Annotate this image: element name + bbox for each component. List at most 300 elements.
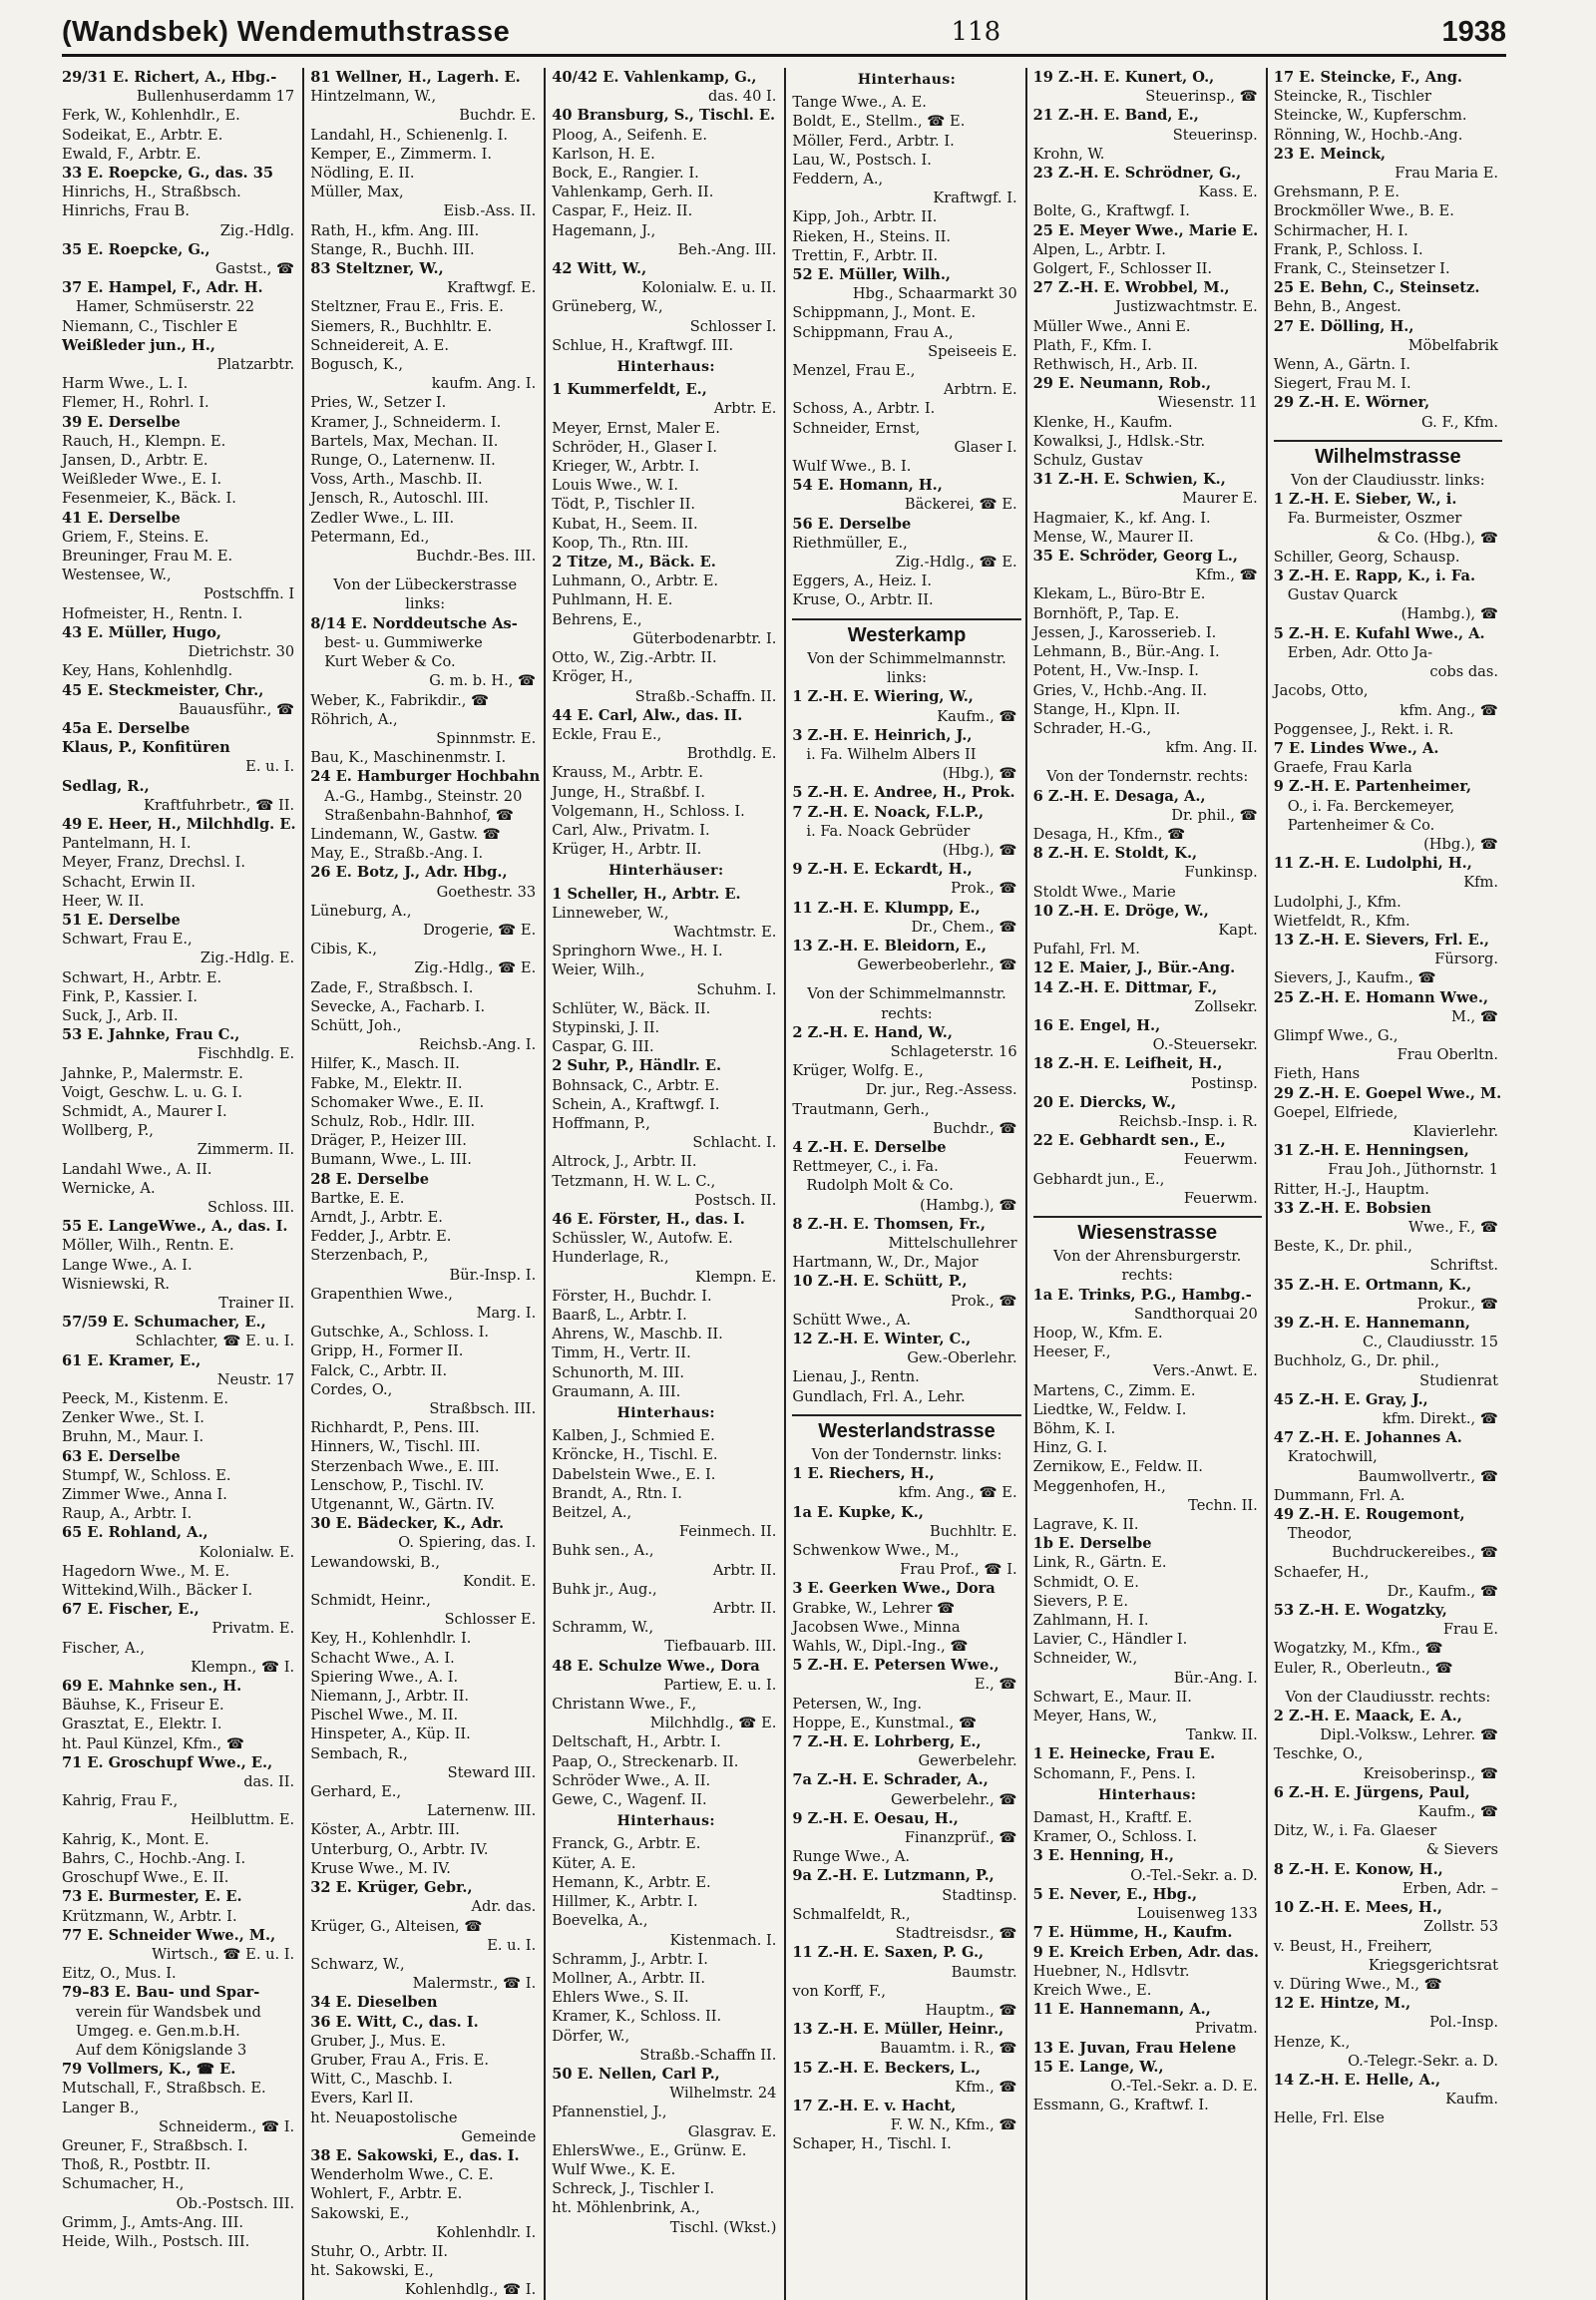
house-entry: 9 Z.-H. E. Partenheimer, bbox=[1273, 778, 1472, 796]
house-entry: 39 Z.-H. E. Hannemann, bbox=[1273, 1315, 1470, 1332]
resident-entry: Funkinsp. bbox=[1184, 864, 1258, 882]
house-entry: 52 E. Müller, Wilh., bbox=[792, 266, 951, 284]
house-entry: 69 E. Mahnke sen., H. bbox=[62, 1678, 242, 1696]
resident-entry: Utgenannt, W., Gärtn. IV. bbox=[310, 1496, 496, 1514]
resident-entry: Prok., ☎ bbox=[951, 1292, 1017, 1310]
resident-entry: Gewe, C., Wagenf. II. bbox=[552, 1791, 707, 1809]
house-entry: 79 Vollmers, K., ☎ E. bbox=[62, 2061, 236, 2079]
resident-entry: Bauamtm. i. R., ☎ bbox=[880, 2040, 1017, 2058]
resident-entry: Weier, Wilh., bbox=[552, 961, 645, 979]
resident-entry: Kraftwgf. I. bbox=[933, 190, 1017, 207]
spacer bbox=[1274, 1678, 1502, 1688]
resident-entry: Wahls, W., Dipl.-Ing., ☎ bbox=[792, 1638, 969, 1656]
resident-entry: Krieger, W., Arbtr. I. bbox=[552, 458, 700, 476]
section-subheading: Von der Schimmelmannstr. bbox=[807, 985, 1006, 1003]
house-entry: 46 E. Förster, H., das. I. bbox=[552, 1210, 745, 1228]
resident-entry: Cibis, K., bbox=[310, 941, 377, 958]
resident-entry: Kröncke, H., Tischl. E. bbox=[552, 1446, 718, 1464]
resident-entry: Mittelschullehrer bbox=[888, 1234, 1017, 1252]
spacer bbox=[1033, 757, 1262, 767]
resident-entry: O.-Tel.-Sekr. a. D. E. bbox=[1110, 2077, 1258, 2095]
resident-entry: Laternenw. III. bbox=[426, 1802, 537, 1820]
resident-entry: Kahrig, Frau F., bbox=[62, 1792, 179, 1810]
resident-entry: Wulf Wwe., K. E. bbox=[552, 2160, 676, 2178]
resident-entry: Schrader, H.-G., bbox=[1032, 719, 1152, 737]
house-entry: 71 E. Groschupf Wwe., E., bbox=[62, 1753, 273, 1771]
resident-entry: Kemper, E., Zimmerm. I. bbox=[310, 145, 492, 163]
resident-entry: kfm. Direkt., ☎ bbox=[1382, 1410, 1498, 1428]
resident-entry: Kfm., ☎ bbox=[955, 2078, 1017, 2096]
resident-entry: Kolonialw. E. u. II. bbox=[641, 279, 777, 297]
resident-entry: Sandthorquai 20 bbox=[1134, 1305, 1258, 1323]
house-entry: 25 E. Behn, C., Steinsetz. bbox=[1273, 279, 1480, 297]
house-entry: 53 Z.-H. E. Wogatzky, bbox=[1273, 1602, 1447, 1620]
resident-entry: Kruse, O., Arbtr. II. bbox=[792, 591, 934, 609]
resident-entry: Louisenweg 133 bbox=[1136, 1905, 1258, 1923]
house-entry: 7a Z.-H. E. Schrader, A., bbox=[792, 1771, 989, 1789]
house-entry: 35 E. Schröder, Georg L., bbox=[1032, 548, 1238, 566]
resident-entry: G. m. b. H., ☎ bbox=[429, 672, 537, 690]
resident-entry: Stadtinsp. bbox=[942, 1886, 1017, 1904]
year: 1938 bbox=[1441, 15, 1506, 48]
resident-entry: Kurt Weber & Co. bbox=[324, 653, 456, 671]
house-entry: 32 E. Krüger, Gebr., bbox=[310, 1879, 473, 1897]
resident-entry: Grabke, W., Lehrer ☎ bbox=[792, 1599, 956, 1617]
resident-entry: Jansen, D., Arbtr. E. bbox=[62, 452, 208, 470]
resident-entry: Heeser, F., bbox=[1032, 1343, 1111, 1361]
house-entry: 45 Z.-H. E. Gray, J., bbox=[1273, 1390, 1428, 1408]
resident-entry: Falck, C., Arbtr. II. bbox=[310, 1361, 448, 1379]
resident-entry: Stumpf, W., Schloss. E. bbox=[62, 1466, 231, 1484]
building-subheading: Hinterhaus: bbox=[1098, 1786, 1197, 1803]
resident-entry: Paap, O., Streckenarb. II. bbox=[552, 1752, 739, 1770]
resident-entry: Tetzmann, H. W. L. C., bbox=[552, 1172, 716, 1190]
house-entry: 1b E. Derselbe bbox=[1032, 1535, 1152, 1553]
street-heading: Westerlandstrasse bbox=[792, 1414, 1020, 1441]
resident-entry: Kaufm., ☎ bbox=[1417, 1803, 1498, 1821]
resident-entry: Lange Wwe., A. I. bbox=[62, 1256, 193, 1274]
resident-entry: Wilhelmstr. 24 bbox=[669, 2085, 777, 2103]
house-entry: 35 Z.-H. E. Ortmann, K., bbox=[1273, 1276, 1472, 1294]
house-entry: 10 Z.-H. E. Dröge, W., bbox=[1032, 902, 1209, 920]
resident-entry: Behn, B., Angest. bbox=[1273, 298, 1401, 316]
resident-entry: Kapt. bbox=[1218, 921, 1258, 939]
resident-entry: Kass. E. bbox=[1198, 184, 1258, 201]
resident-entry: Weber, K., Fabrikdir., ☎ bbox=[310, 691, 490, 709]
resident-entry: v. Düring Wwe., M., ☎ bbox=[1273, 1975, 1442, 1993]
house-entry: 23 E. Meinck, bbox=[1273, 145, 1387, 163]
resident-entry: Bartke, E. E. bbox=[310, 1189, 405, 1207]
resident-entry: Bür.-Ang. I. bbox=[1173, 1669, 1258, 1687]
resident-entry: Runge Wwe., A. bbox=[792, 1848, 911, 1866]
resident-entry: Schütt Wwe., A. bbox=[792, 1311, 911, 1329]
house-entry: 1 E. Riechers, H., bbox=[792, 1465, 935, 1483]
resident-entry: Hagedorn Wwe., M. E. bbox=[62, 1562, 230, 1580]
resident-entry: Puhlmann, H. E. bbox=[552, 591, 673, 609]
resident-entry: Kreisoberinsp., ☎ bbox=[1363, 1764, 1498, 1782]
resident-entry: Schwarz, W., bbox=[310, 1955, 405, 1973]
resident-entry: Rethwisch, H., Arb. II. bbox=[1032, 356, 1198, 374]
house-entry: 20 E. Diercks, W., bbox=[1032, 1093, 1177, 1111]
house-entry: 16 E. Engel, H., bbox=[1032, 1016, 1161, 1034]
house-entry: 21 Z.-H. E. Band, E., bbox=[1032, 107, 1199, 125]
resident-entry: Karlson, H. E. bbox=[552, 145, 655, 163]
resident-entry: Breuninger, Frau M. E. bbox=[62, 548, 233, 566]
resident-entry: Schippmann, Frau A., bbox=[792, 323, 954, 341]
resident-entry: ht. Paul Künzel, Kfm., ☎ bbox=[62, 1734, 244, 1752]
resident-entry: Kruse Wwe., M. IV. bbox=[310, 1859, 451, 1877]
resident-entry: Bäuhse, K., Friseur E. bbox=[62, 1697, 224, 1715]
resident-entry: Arbtr. II. bbox=[712, 1600, 777, 1618]
resident-entry: Kraftfuhrbetr., ☎ II. bbox=[144, 796, 295, 814]
resident-entry: Wenn, A., Gärtn. I. bbox=[1273, 356, 1411, 374]
resident-entry: Schneider, W., bbox=[1032, 1650, 1138, 1668]
house-entry: 5 Z.-H. E. Kufahl Wwe., A. bbox=[1273, 624, 1485, 642]
resident-entry: Euler, R., Oberleutn., ☎ bbox=[1273, 1659, 1453, 1677]
resident-entry: F. W. N., Kfm., ☎ bbox=[890, 2116, 1017, 2134]
column-5 bbox=[1025, 68, 1266, 2300]
resident-entry: Wollberg, P., bbox=[62, 1122, 154, 1140]
resident-entry: Kipp, Joh., Arbtr. II. bbox=[792, 208, 938, 226]
house-entry: 83 Steltzner, W., bbox=[310, 260, 444, 278]
resident-entry: Bartels, Max, Mechan. II. bbox=[310, 432, 499, 450]
resident-entry: Ludolphi, J., Kfm. bbox=[1273, 893, 1401, 911]
resident-entry: Fink, P., Kassier. I. bbox=[62, 987, 199, 1005]
house-entry: 1 Kummerfeldt, E., bbox=[552, 381, 707, 399]
resident-entry: Grapenthien Wwe., bbox=[310, 1285, 453, 1303]
resident-entry: Spinnmstr. E. bbox=[436, 729, 537, 747]
resident-entry: Vahlenkamp, Gerh. II. bbox=[552, 184, 714, 201]
resident-entry: Dr., Kaufm., ☎ bbox=[1387, 1582, 1498, 1600]
building-subheading: Hinterhaus: bbox=[616, 1405, 715, 1422]
resident-entry: Küter, A. E. bbox=[552, 1854, 636, 1872]
house-entry: 3 Z.-H. E. Rapp, K., i. Fa. bbox=[1273, 568, 1476, 585]
resident-entry: E., ☎ bbox=[974, 1676, 1017, 1694]
house-entry: 45a E. Derselbe bbox=[62, 719, 191, 737]
resident-entry: Spiering Wwe., A. I. bbox=[310, 1668, 459, 1686]
resident-entry: Theodor, bbox=[1287, 1525, 1353, 1543]
resident-entry: Grehsmann, P. E. bbox=[1273, 184, 1400, 201]
column-6 bbox=[1266, 68, 1506, 2300]
resident-entry: Eckle, Frau E., bbox=[552, 725, 662, 743]
resident-entry: Fischhdlg. E. bbox=[198, 1045, 295, 1063]
resident-entry: Huebner, N., Hdlsvtr. bbox=[1032, 1962, 1190, 1980]
resident-entry: Riethmüller, E., bbox=[792, 534, 908, 552]
resident-entry: Schneider, Ernst, bbox=[792, 419, 921, 437]
resident-entry: E. u. I. bbox=[245, 758, 295, 776]
resident-entry: Lavier, C., Händler I. bbox=[1032, 1631, 1188, 1649]
resident-entry: Hinners, W., Tischl. III. bbox=[310, 1438, 481, 1456]
resident-entry: Boldt, E., Stellm., ☎ E. bbox=[792, 113, 966, 131]
resident-entry: Steward III. bbox=[447, 1763, 537, 1781]
resident-entry: & Co. (Hbg.), ☎ bbox=[1377, 529, 1498, 547]
resident-entry: Ehlers Wwe., S. II. bbox=[552, 1989, 689, 2007]
house-entry: 79–83 E. Bau- und Spar- bbox=[62, 1984, 260, 2002]
section-subheading: rechts: bbox=[881, 1004, 933, 1022]
resident-entry: Bumann, Wwe., L. III. bbox=[310, 1151, 472, 1169]
column-4 bbox=[784, 68, 1024, 2300]
resident-entry: Hunderlage, R., bbox=[552, 1249, 669, 1267]
house-entry: 22 E. Gebhardt sen., E., bbox=[1032, 1132, 1226, 1150]
resident-entry: Schneiderm., ☎ I. bbox=[158, 2117, 295, 2135]
resident-entry: Tödt, P., Tischler II. bbox=[552, 496, 695, 514]
resident-entry: Röhrich, A., bbox=[310, 710, 398, 728]
resident-entry: i. Fa. Wilhelm Albers II bbox=[806, 745, 977, 763]
resident-entry: Feuerwm. bbox=[1183, 1151, 1258, 1169]
resident-entry: Stange, H., Klpn. II. bbox=[1032, 700, 1181, 718]
spacer bbox=[792, 974, 1020, 984]
house-entry: 45 E. Steckmeister, Chr., bbox=[62, 681, 264, 699]
resident-entry: Ewald, F., Arbtr. E. bbox=[62, 145, 201, 163]
house-entry: 1 Z.-H. E. Wiering, W., bbox=[792, 688, 974, 706]
resident-entry: das. 40 I. bbox=[707, 88, 777, 106]
house-entry: 17 Z.-H. E. v. Hacht, bbox=[792, 2097, 957, 2114]
resident-entry: Jacobsen Wwe., Minna bbox=[792, 1618, 961, 1636]
house-entry: 9 Z.-H. E. Eckardt, H., bbox=[792, 861, 973, 879]
resident-entry: O. Spiering, das. I. bbox=[398, 1534, 537, 1552]
resident-entry: Kahrig, K., Mont. E. bbox=[62, 1830, 209, 1848]
resident-entry: O.-Tel.-Sekr. a. D. bbox=[1130, 1866, 1258, 1884]
resident-entry: Lenschow, P., Tischl. IV. bbox=[310, 1476, 485, 1494]
resident-entry: Schröder Wwe., A. II. bbox=[552, 1771, 711, 1789]
resident-entry: O., i. Fa. Berckemeyer, bbox=[1287, 797, 1455, 815]
resident-entry: Schreck, J., Tischler I. bbox=[552, 2180, 715, 2198]
resident-entry: May, E., Straßb.-Ang. I. bbox=[310, 845, 484, 863]
resident-entry: Christann Wwe., F., bbox=[552, 1696, 697, 1714]
resident-entry: Gripp, H., Former II. bbox=[310, 1342, 464, 1360]
house-entry: 33 E. Roepcke, G., das. 35 bbox=[62, 165, 274, 183]
house-entry: 19 Z.-H. E. Kunert, O., bbox=[1032, 69, 1215, 86]
resident-entry: Kohlenhdlr. I. bbox=[436, 2223, 537, 2241]
resident-entry: Platzarbtr. bbox=[216, 356, 295, 374]
resident-entry: Lagrave, K. II. bbox=[1032, 1516, 1139, 1534]
resident-entry: Kaufm., ☎ bbox=[937, 707, 1017, 725]
street-heading: Westerkamp bbox=[792, 618, 1020, 645]
resident-entry: Hartmann, W., Dr., Major bbox=[792, 1254, 979, 1272]
resident-entry: Steuerinsp., ☎ bbox=[1145, 88, 1258, 106]
resident-entry: Golgert, F., Schlosser II. bbox=[1032, 260, 1213, 278]
resident-entry: kfm. Ang., ☎ bbox=[1399, 701, 1498, 719]
resident-entry: ht. Sakowski, E., bbox=[310, 2262, 434, 2280]
house-entry: 44 E. Carl, Alw., das. II. bbox=[552, 706, 743, 724]
resident-entry: Möller, Ferd., Arbtr. I. bbox=[792, 132, 955, 150]
resident-entry: Rauch, H., Klempn. E. bbox=[62, 432, 226, 450]
resident-entry: A.-G., Hambg., Steinstr. 20 bbox=[324, 787, 523, 805]
resident-entry: best- u. Gummiwerke bbox=[324, 633, 483, 651]
resident-entry: Stuhr, O., Arbtr. II. bbox=[310, 2242, 449, 2260]
house-entry: 13 E. Juvan, Frau Helene bbox=[1032, 2039, 1237, 2057]
resident-entry: O.-Steuersekr. bbox=[1152, 1036, 1258, 1054]
resident-entry: Frau Joh., Jüthornstr. 1 bbox=[1328, 1161, 1498, 1179]
resident-entry: Kratochwill, bbox=[1287, 1448, 1378, 1466]
section-subheading: links: bbox=[405, 595, 446, 613]
resident-entry: Wittekind,Wilh., Bäcker I. bbox=[62, 1582, 253, 1600]
resident-entry: Gewerbelehr., ☎ bbox=[891, 1790, 1017, 1808]
resident-entry: Zedler Wwe., L. III. bbox=[310, 509, 455, 527]
resident-entry: Klempn., ☎ I. bbox=[191, 1658, 295, 1676]
resident-entry: Frau Oberltn. bbox=[1396, 1046, 1498, 1064]
resident-entry: Zollstr. 53 bbox=[1423, 1918, 1498, 1936]
resident-entry: Kistenmach. I. bbox=[669, 1931, 777, 1949]
resident-entry: Glaser I. bbox=[954, 438, 1017, 456]
resident-entry: Voigt, Geschw. L. u. G. I. bbox=[62, 1083, 242, 1101]
resident-entry: Liedtke, W., Feldw. I. bbox=[1032, 1400, 1187, 1418]
resident-entry: Schröder, H., Glaser I. bbox=[552, 438, 717, 456]
resident-entry: Beitzel, A., bbox=[552, 1504, 632, 1522]
section-subheading: Von der Ahrensburgerstr. bbox=[1053, 1248, 1242, 1266]
resident-entry: Bauausführ., ☎ bbox=[179, 700, 295, 718]
resident-entry: Wiesenstr. 11 bbox=[1157, 394, 1258, 412]
resident-entry: Weißleder Wwe., E. I. bbox=[62, 471, 222, 489]
resident-entry: das. II. bbox=[243, 1773, 295, 1791]
resident-entry: Pufahl, Frl. M. bbox=[1032, 941, 1140, 958]
resident-entry: Carl, Alw., Privatm. I. bbox=[552, 821, 710, 839]
house-entry: Weißleder jun., H., bbox=[62, 336, 215, 354]
section-subheading: rechts: bbox=[1121, 1267, 1173, 1285]
resident-entry: Stadtreisdsr., ☎ bbox=[895, 1925, 1017, 1943]
resident-entry: Rath, H., kfm. Ang. III. bbox=[310, 221, 480, 239]
resident-entry: Flemer, H., Rohrl. I. bbox=[62, 394, 209, 412]
resident-entry: Milchhdlg., ☎ E. bbox=[649, 1715, 777, 1732]
resident-entry: Hintzelmann, W., bbox=[310, 88, 437, 106]
resident-entry: Frau Prof., ☎ I. bbox=[900, 1561, 1017, 1579]
resident-entry: Heide, Wilh., Postsch. III. bbox=[62, 2232, 250, 2250]
resident-entry: Fieth, Hans bbox=[1273, 1065, 1361, 1083]
resident-entry: Müller, Max, bbox=[310, 184, 404, 201]
resident-entry: Pischel Wwe., M. II. bbox=[310, 1707, 459, 1725]
resident-entry: Schneidereit, A. E. bbox=[310, 336, 449, 354]
resident-entry: Buchdr.-Bes. III. bbox=[416, 548, 537, 566]
resident-entry: E. u. I. bbox=[487, 1936, 537, 1954]
resident-entry: Bogusch, K., bbox=[310, 356, 403, 374]
section-subheading: links: bbox=[887, 669, 927, 687]
resident-entry: Schmidt, A., Maurer I. bbox=[62, 1102, 227, 1120]
resident-entry: Grasztat, E., Elektr. I. bbox=[62, 1716, 222, 1733]
resident-entry: Schlachter, ☎ E. u. I. bbox=[135, 1333, 295, 1350]
resident-entry: Voss, Arth., Maschb. II. bbox=[310, 471, 483, 489]
resident-entry: Goethestr. 33 bbox=[436, 883, 537, 901]
resident-entry: Ritter, H.-J., Hauptm. bbox=[1273, 1180, 1429, 1198]
resident-entry: ht. Möhlenbrink, A., bbox=[552, 2199, 700, 2217]
resident-entry: Krohn, W. bbox=[1032, 145, 1105, 163]
resident-entry: Schunorth, M. III. bbox=[552, 1363, 685, 1381]
resident-entry: Westensee, W., bbox=[62, 567, 172, 584]
resident-entry: Finanzprüf., ☎ bbox=[904, 1829, 1017, 1847]
resident-entry: Prokur., ☎ bbox=[1416, 1295, 1498, 1313]
resident-entry: Straßenbahn-Bahnhof, ☎ bbox=[324, 806, 515, 824]
resident-entry: Landahl, H., Schienenlg. I. bbox=[310, 126, 509, 144]
resident-entry: Jessen, J., Karosserieb. I. bbox=[1032, 623, 1217, 641]
resident-entry: Buchdr. E. bbox=[459, 107, 537, 125]
resident-entry: Postinsp. bbox=[1190, 1074, 1258, 1092]
resident-entry: Cordes, O., bbox=[310, 1380, 393, 1398]
resident-entry: Schlüter, W., Bäck. II. bbox=[552, 999, 711, 1017]
resident-entry: Hinrichs, H., Straßbsch. bbox=[62, 184, 241, 201]
resident-entry: Hemann, K., Arbtr. E. bbox=[552, 1873, 711, 1891]
resident-entry: Zimmerm. II. bbox=[197, 1141, 295, 1159]
resident-entry: Fabke, M., Elektr. II. bbox=[310, 1074, 463, 1092]
resident-entry: Klempn. E. bbox=[695, 1268, 777, 1286]
resident-entry: C., Claudiusstr. 15 bbox=[1363, 1334, 1498, 1351]
building-subheading: Hinterhaus: bbox=[616, 359, 715, 376]
resident-entry: Baumwollvertr., ☎ bbox=[1358, 1467, 1498, 1485]
resident-entry: Griem, F., Steins. E. bbox=[62, 528, 209, 546]
resident-entry: Bock, E., Rangier. I. bbox=[552, 165, 699, 183]
resident-entry: Frank, P., Schloss. I. bbox=[1273, 240, 1423, 258]
resident-entry: Prok., ☎ bbox=[951, 880, 1017, 898]
resident-entry: Hilfer, K., Masch. II. bbox=[310, 1055, 460, 1073]
house-entry: 63 E. Derselbe bbox=[62, 1447, 181, 1465]
resident-entry: Sodeikat, E., Arbtr. E. bbox=[62, 126, 223, 144]
resident-entry: Groschupf Wwe., E. II. bbox=[62, 1869, 229, 1887]
resident-entry: Bruhn, M., Maur. I. bbox=[62, 1428, 204, 1446]
resident-entry: Schacht, Erwin II. bbox=[62, 873, 196, 891]
resident-entry: Zollsekr. bbox=[1194, 997, 1258, 1015]
resident-entry: Pries, W., Setzer I. bbox=[310, 394, 447, 412]
building-subheading: Hinterhaus: bbox=[857, 72, 957, 88]
house-entry: 81 Wellner, H., Lagerh. E. bbox=[310, 69, 521, 86]
house-entry: 27 Z.-H. E. Wrobbel, M., bbox=[1032, 279, 1230, 297]
house-entry: 41 E. Derselbe bbox=[62, 509, 181, 527]
resident-entry: cobs das. bbox=[1429, 663, 1498, 681]
resident-entry: Klekam, L., Büro-Btr E. bbox=[1032, 585, 1206, 603]
resident-entry: Kröger, H., bbox=[552, 668, 633, 686]
house-entry: 15 E. Lange, W., bbox=[1032, 2058, 1164, 2076]
resident-entry: Gebhardt jun., E., bbox=[1032, 1170, 1165, 1188]
house-entry: 2 Titze, M., Bäck. E. bbox=[552, 554, 716, 572]
resident-entry: Hoppe, E., Kunstmal., ☎ bbox=[792, 1714, 978, 1731]
resident-entry: Luhmann, O., Arbtr. E. bbox=[552, 573, 719, 590]
resident-entry: Caspar, F., Heiz. II. bbox=[552, 202, 693, 220]
resident-entry: Pol.-Insp. bbox=[1429, 2014, 1498, 2032]
resident-entry: Schriftst. bbox=[1429, 1257, 1498, 1275]
resident-entry: Stoldt Wwe., Marie bbox=[1032, 883, 1176, 901]
resident-entry: Lewandowski, B., bbox=[310, 1553, 441, 1571]
resident-entry: Wwe., F., ☎ bbox=[1408, 1218, 1498, 1236]
house-entry: 11 Z.-H. E. Ludolphi, H., bbox=[1273, 855, 1472, 873]
resident-entry: Gastst., ☎ bbox=[215, 260, 295, 278]
house-entry: 15 Z.-H. E. Beckers, L., bbox=[792, 2059, 981, 2077]
resident-entry: Hofmeister, H., Rentn. I. bbox=[62, 604, 243, 622]
resident-entry: Hauptm., ☎ bbox=[925, 2001, 1017, 2019]
resident-entry: Arbtr. II. bbox=[712, 1561, 777, 1579]
resident-entry: Graumann, A. III. bbox=[552, 1382, 681, 1400]
resident-entry: Niemann, J., Arbtr. II. bbox=[310, 1688, 470, 1706]
resident-entry: Fischer, A., bbox=[62, 1639, 145, 1657]
section-subheading: Von der Claudiusstr. links: bbox=[1291, 472, 1485, 490]
street-heading: Wilhelmstrasse bbox=[1274, 440, 1502, 467]
resident-entry: Krüger, H., Arbtr. II. bbox=[552, 841, 702, 859]
resident-entry: Sterzenbach, P., bbox=[310, 1247, 429, 1265]
resident-entry: Eitz, O., Mus. I. bbox=[62, 1965, 177, 1983]
resident-entry: Schoss, A., Arbtr. I. bbox=[792, 400, 936, 418]
building-subheading: Hinterhaus: bbox=[616, 1813, 715, 1830]
column-1 bbox=[62, 68, 302, 2300]
resident-entry: Steltzner, Frau E., Fris. E. bbox=[310, 298, 504, 316]
resident-entry: Wirtsch., ☎ E. u. I. bbox=[152, 1945, 295, 1963]
resident-entry: Hoop, W., Kfm. E. bbox=[1032, 1325, 1163, 1342]
resident-entry: Straßbsch. III. bbox=[429, 1400, 537, 1418]
house-entry: 61 E. Kramer, E., bbox=[62, 1351, 201, 1369]
resident-entry: Teschke, O., bbox=[1273, 1745, 1364, 1763]
house-entry: 31 Z.-H. E. Schwien, K., bbox=[1032, 471, 1226, 489]
resident-entry: Landahl Wwe., A. II. bbox=[62, 1160, 212, 1178]
section-subheading: Von der Lübeckerstrasse bbox=[333, 576, 518, 594]
resident-entry: Tankw. II. bbox=[1186, 1726, 1258, 1744]
resident-entry: Brockmöller Wwe., B. E. bbox=[1273, 202, 1454, 220]
resident-entry: Siemers, R., Buchhltr. E. bbox=[310, 317, 493, 335]
house-entry: 1 Z.-H. E. Sieber, W., i. bbox=[1273, 491, 1457, 509]
